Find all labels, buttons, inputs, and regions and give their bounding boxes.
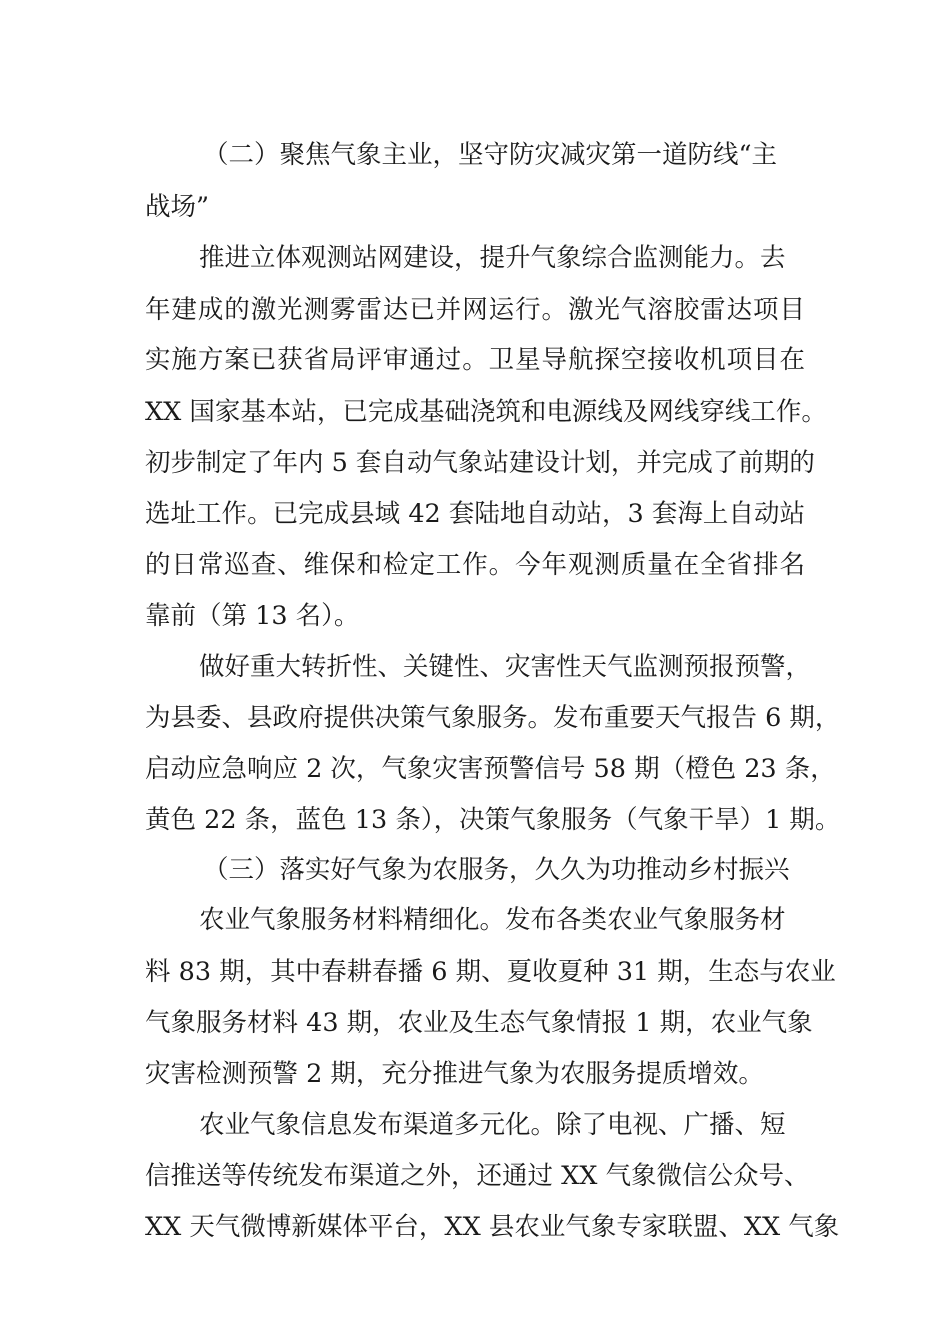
paragraph-line: 农业气象信息发布渠道多元化。除了电视、广播、短 (199, 1110, 786, 1140)
paragraph-line: 实施方案已获省局评审通过。卫星导航探空接收机项目在 (145, 345, 805, 375)
paragraph-line: 选址工作。已完成县域 42 套陆地自动站，3 套海上自动站 (145, 499, 805, 529)
section-heading-2-line-2: 战场” (145, 192, 210, 222)
paragraph-line: 推进立体观测站网建设，提升气象综合监测能力。去 (199, 243, 786, 273)
paragraph-line: 信推送等传统发布渠道之外，还通过 XX 气象微信公众号、 (145, 1161, 810, 1191)
section-heading-3: （三）落实好气象为农服务，久久为功推动乡村振兴 (203, 855, 790, 885)
paragraph-line: 农业气象服务材料精细化。发布各类农业气象服务材 (199, 905, 786, 935)
paragraph-line: XX 天气微博新媒体平台，XX 县农业气象专家联盟、XX 气象 (145, 1212, 840, 1242)
paragraph-line: 气象服务材料 43 期，农业及生态气象情报 1 期，农业气象 (145, 1008, 813, 1038)
paragraph-line: 启动应急响应 2 次，气象灾害预警信号 58 期（橙色 23 条， (145, 754, 836, 784)
paragraph-line: 年建成的激光测雾雷达已并网运行。激光气溶胶雷达项目 (145, 295, 805, 325)
section-heading-2-line-1: （二）聚焦气象主业，坚守防灾减灾第一道防线“主 (203, 140, 778, 170)
paragraph-line: 初步制定了年内 5 套自动气象站建设计划，并完成了前期的 (145, 448, 815, 478)
paragraph-line: 为县委、县政府提供决策气象服务。发布重要天气报告 6 期， (145, 703, 841, 733)
paragraph-line: XX 国家基本站，已完成基础浇筑和电源线及网线穿线工作。 (145, 397, 827, 427)
paragraph-line: 靠前（第 13 名）。 (145, 601, 360, 631)
paragraph-line: 灾害检测预警 2 期，充分推进气象为农服务提质增效。 (145, 1059, 764, 1089)
paragraph-line: 黄色 22 条，蓝色 13 条），决策气象服务（气象干旱）1 期。 (145, 805, 841, 835)
paragraph-line: 料 83 期，其中春耕春播 6 期、夏收夏种 31 期，生态与农业 (145, 957, 836, 987)
paragraph-line: 的日常巡查、维保和检定工作。今年观测质量在全省排名 (145, 550, 805, 580)
paragraph-line: 做好重大转折性、关键性、灾害性天气监测预报预警， (199, 652, 812, 682)
